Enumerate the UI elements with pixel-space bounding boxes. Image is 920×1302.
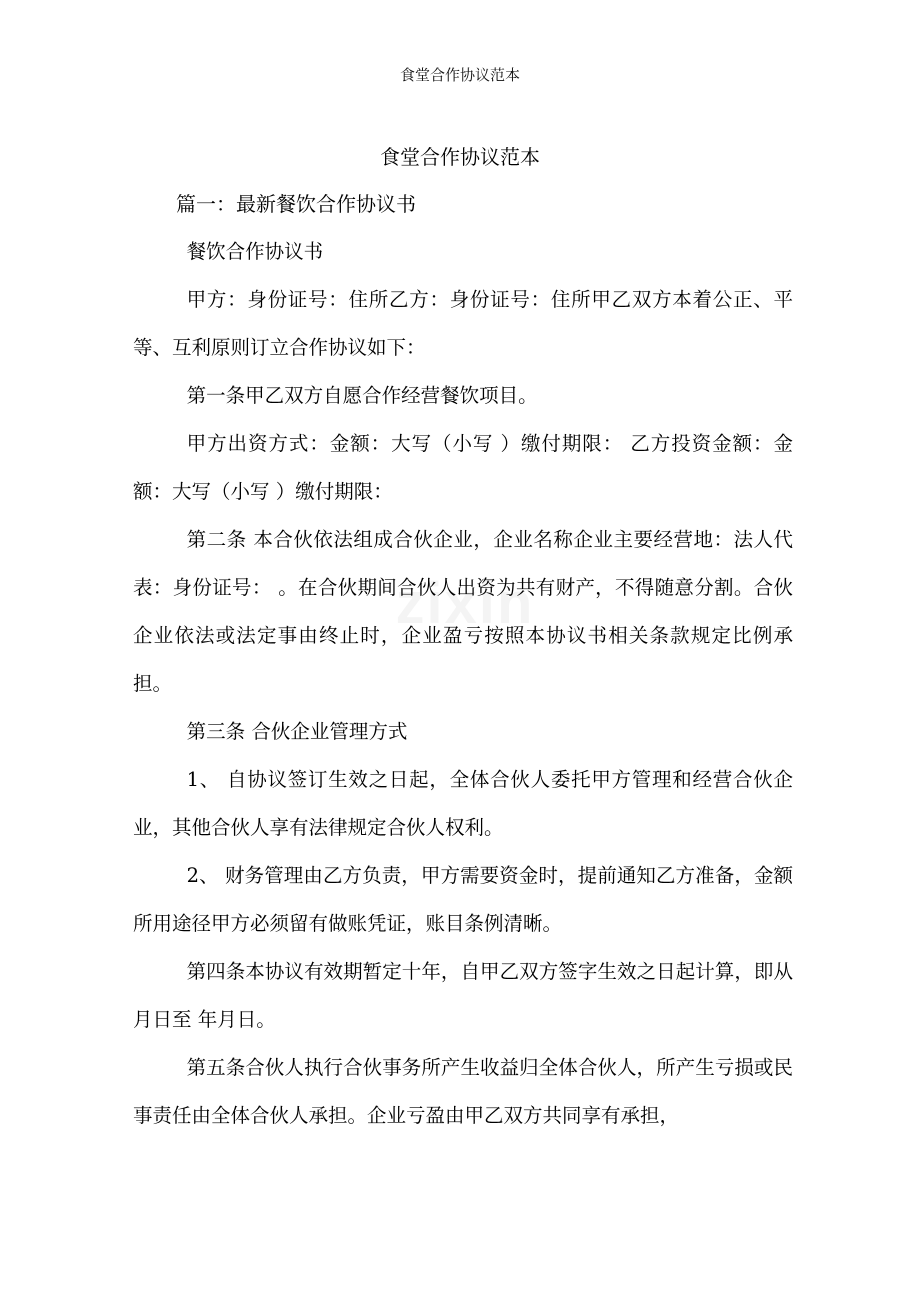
paragraph-agreement-title: 餐饮合作协议书 xyxy=(186,240,324,263)
running-header: 食堂合作协议范本 xyxy=(399,66,520,84)
paragraph-article-4: 第四条本协议有效期暂定十年，自甲乙双方签字生效之日起计算，即从 月日至 年月日。 xyxy=(133,960,793,1031)
paragraph-article-1: 第一条甲乙双方自愿合作经营餐饮项目。 xyxy=(186,384,538,407)
paragraph-article-5: 第五条合伙人执行合伙事务所产生收益归全体合伙人，所产生亏损或民事责任由全体合伙人承担。企业亏盈由甲乙双方共同享有承担， xyxy=(133,1056,793,1127)
paragraph-article-3: 第三条 合伙企业管理方式 xyxy=(186,720,408,743)
document-title: 食堂合作协议范本 xyxy=(380,145,540,169)
section-heading: 篇一：最新餐饮合作协议书 xyxy=(176,192,416,216)
paragraph-article-2: 第二条 本合伙依法组成合伙企业，企业名称企业主要经营地：法人代表：身份证号： 。在合伙期间合伙人出资为共有财产，不得随意分割。合伙企业依法或法定事由终止时，企业盈亏按照本协议书相关条款规定比例承担。 xyxy=(133,528,793,695)
paragraph-clause-2: 2、 财务管理由乙方负责，甲方需要资金时，提前通知乙方准备，金额所用途径甲方必须留有做账凭证，账目条例清晰。 xyxy=(133,864,793,935)
paragraph-investment: 甲方出资方式：金额：大写（小写 ）缴付期限： 乙方投资金额：金额：大写（小写 ）缴付期限： xyxy=(133,432,793,503)
paragraph-clause-1: 1、 自协议签订生效之日起，全体合伙人委托甲方管理和经营合伙企业，其他合伙人享有法律规定合伙人权利。 xyxy=(133,768,793,839)
paragraph-parties: 甲方：身份证号：住所乙方：身份证号：住所甲乙双方本着公正、平等、互利原则订立合作协议如下： xyxy=(133,288,793,359)
document-body xyxy=(133,228,793,1140)
